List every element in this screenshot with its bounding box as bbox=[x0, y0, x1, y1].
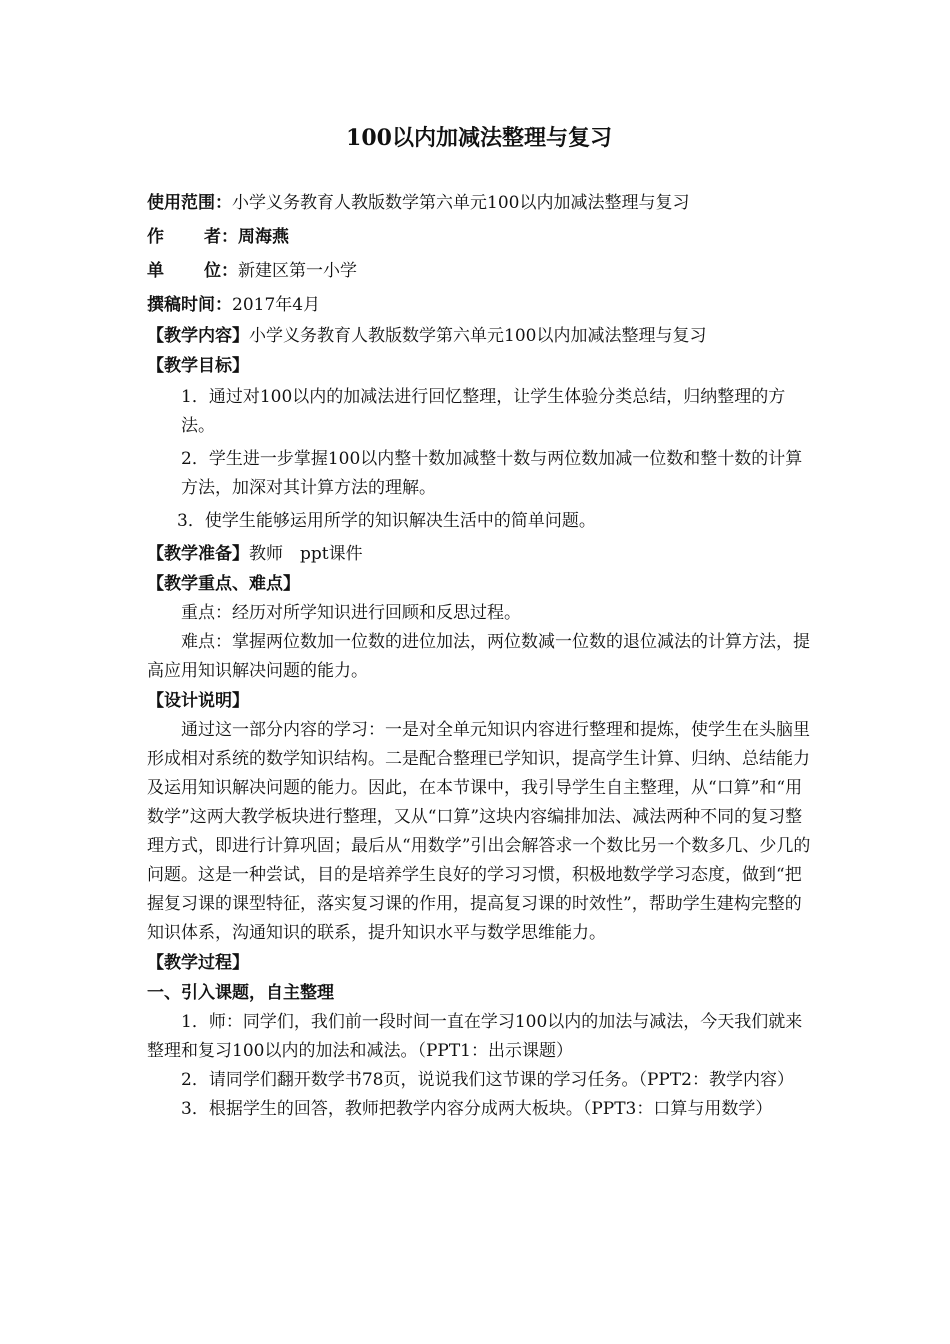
process-step: 1．师：同学们，我们前一段时间一直在学习100以内的加法与减法，今天我们就来整理和复习100以内的加法和减法。（PPT1：出示课题） bbox=[147, 1012, 803, 1061]
date-line bbox=[147, 288, 811, 322]
scope-label: 使用范围： bbox=[147, 193, 232, 213]
unit-label-second: 位： bbox=[204, 261, 238, 281]
date-label: 撰稿时间： bbox=[147, 295, 232, 315]
unit-line bbox=[147, 254, 811, 288]
content-head: 【教学内容】 bbox=[147, 326, 249, 346]
key-difficulty: 难点：掌握两位数加一位数的进位加法，两位数减一位数的退位减法的计算方法，提高应用知识解决问题的能力。 bbox=[147, 632, 810, 681]
content-line bbox=[147, 322, 811, 351]
author-label-first: 作 bbox=[147, 227, 164, 247]
unit-label bbox=[147, 254, 238, 288]
process-section-1: 一、引入课题，自主整理 bbox=[147, 983, 334, 1003]
author-label bbox=[147, 220, 238, 254]
author-label-second: 者： bbox=[204, 227, 238, 247]
scope-value: 小学义务教育人教版数学第六单元100以内加减法整理与复习 bbox=[232, 193, 690, 213]
prep-value: 教师 ppt课件 bbox=[249, 544, 363, 564]
document-title: 100以内加减法整理与复习 bbox=[346, 125, 612, 151]
key-focus: 重点：经历对所学知识进行回顾和反思过程。 bbox=[181, 603, 521, 623]
date-value: 2017年4月 bbox=[232, 295, 321, 315]
author-line bbox=[147, 220, 811, 254]
prep-line bbox=[147, 540, 811, 569]
document-page bbox=[147, 118, 811, 1124]
process-head: 【教学过程】 bbox=[147, 953, 249, 973]
scope-line bbox=[147, 186, 811, 220]
goal-item: 1．通过对100以内的加减法进行回忆整理，让学生体验分类总结，归纳整理的方法。 bbox=[181, 387, 786, 436]
goal-item: 2．学生进一步掌握100以内整十数加减整十数与两位数加减一位数和整十数的计算方法，加深对其计算方法的理解。 bbox=[181, 449, 803, 498]
content-value: 小学义务教育人教版数学第六单元100以内加减法整理与复习 bbox=[249, 326, 707, 346]
goal-item: 3．使学生能够运用所学的知识解决生活中的简单问题。 bbox=[177, 511, 596, 531]
design-text: 通过这一部分内容的学习：一是对全单元知识内容进行整理和提炼，使学生在头脑里形成相对系统的数学知识结构。二是配合整理已学知识，提高学生计算、归纳、总结能力及运用知识解决问题的能力。因此，在本节课中，我引导学生自主整理，从“口算”和“用数学”这两大教学板块进行整理，又从“口算”这块内容编排加法、减法两种不同的复习整理方式，即进行计算巩固；最后从“用数学”引出会解答求一个数比另一个数多几、少几的问题。这是一种尝试，目的是培养学生良好的学习习惯，积极地数学学习态度，做到“把握复习课的课型特征，落实复习课的作用，提高复习课的时效性”，帮助学生建构完整的知识体系，沟通知识的联系，提升知识水平与数学思维能力。 bbox=[147, 720, 811, 943]
goals-head: 【教学目标】 bbox=[147, 356, 249, 376]
prep-head: 【教学准备】 bbox=[147, 544, 249, 564]
design-head: 【设计说明】 bbox=[147, 691, 249, 711]
process-step: 3．根据学生的回答，教师把教学内容分成两大板块。（PPT3：口算与用数学） bbox=[181, 1099, 773, 1119]
author-value: 周海燕 bbox=[238, 227, 289, 247]
unit-label-first: 单 bbox=[147, 261, 164, 281]
unit-value: 新建区第一小学 bbox=[238, 261, 357, 281]
process-step: 2．请同学们翻开数学书78页，说说我们这节课的学习任务。（PPT2：教学内容） bbox=[181, 1070, 794, 1090]
key-head: 【教学重点、难点】 bbox=[147, 574, 300, 594]
